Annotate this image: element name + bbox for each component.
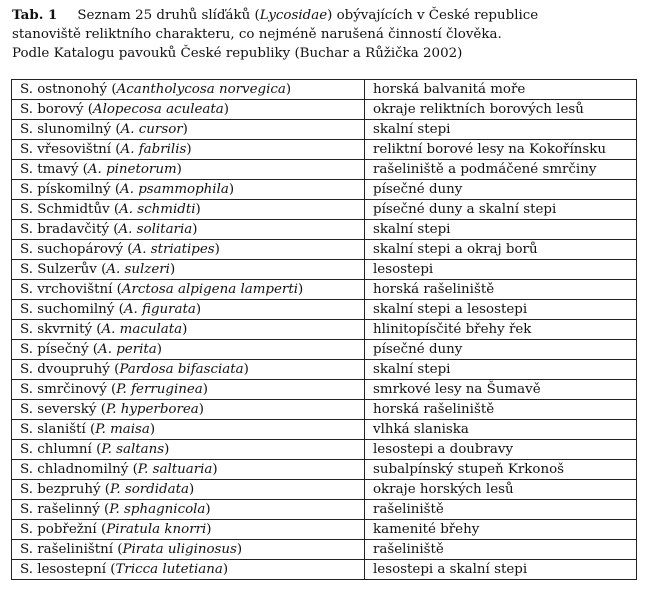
table-row xyxy=(12,540,637,560)
table-row xyxy=(12,440,637,460)
habitat-cell: horská rašeliniště xyxy=(365,280,637,300)
latin-name: Alopecosa aculeata xyxy=(92,102,224,117)
common-name: S. skvrnitý ( xyxy=(20,322,102,337)
species-name-cell xyxy=(12,360,365,380)
closing-paren: ) xyxy=(192,222,198,237)
closing-paren: ) xyxy=(212,462,218,477)
species-name-cell xyxy=(12,440,365,460)
latin-name: Acantholycosa norvegica xyxy=(116,82,286,97)
closing-paren: ) xyxy=(285,82,292,97)
common-name: S. chladnomilný ( xyxy=(20,462,138,477)
habitat-cell: skalní stepi xyxy=(365,360,637,380)
habitat-cell: lesostepi a doubravy xyxy=(365,440,637,460)
table-row xyxy=(12,460,637,480)
table-row xyxy=(12,400,637,420)
habitat-cell: skalní stepi a lesostepi xyxy=(365,300,637,320)
closing-paren: ) xyxy=(205,502,211,517)
common-name: S. borový ( xyxy=(20,102,93,117)
species-name-cell xyxy=(12,80,365,100)
table-row xyxy=(12,420,637,440)
latin-name: Pirata uliginosus xyxy=(122,542,237,557)
closing-paren: ) xyxy=(223,102,230,117)
latin-name: A. cursor xyxy=(120,122,183,137)
latin-name: A. figurata xyxy=(123,302,196,317)
closing-paren: ) xyxy=(169,262,176,277)
common-name: S. rašelinný ( xyxy=(20,502,110,517)
latin-name: A. sulzeri xyxy=(106,262,170,277)
species-name-cell xyxy=(12,340,365,360)
latin-name: P. sordidata xyxy=(110,482,189,497)
closing-paren: ) xyxy=(222,562,229,577)
table-row xyxy=(12,300,637,320)
closing-paren: ) xyxy=(228,182,235,197)
common-name: S. slaniští ( xyxy=(20,422,96,437)
habitat-cell: reliktní borové lesy na Kokořínsku xyxy=(365,140,637,160)
habitat-cell: kamenité břehy xyxy=(365,520,637,540)
species-name-cell xyxy=(12,300,365,320)
species-name-cell xyxy=(12,280,365,300)
common-name: S. dvoupruhý ( xyxy=(20,362,120,377)
species-name-cell xyxy=(12,320,365,340)
table-caption xyxy=(12,6,640,63)
species-name-cell xyxy=(12,240,365,260)
species-name-cell xyxy=(12,220,365,240)
common-name: S. slunomilný ( xyxy=(20,122,121,137)
common-name: S. severský ( xyxy=(20,402,106,417)
species-name-cell xyxy=(12,120,365,140)
common-name: S. vrchovištní ( xyxy=(20,282,122,297)
species-name-cell xyxy=(12,260,365,280)
habitat-cell: vlhká slaniska xyxy=(365,420,637,440)
table-row xyxy=(12,80,637,100)
latin-name: A. schmidti xyxy=(119,202,196,217)
species-name-cell xyxy=(12,180,365,200)
caption-line-2: stanoviště reliktního charakteru, co nejméně narušená činností člověka. xyxy=(12,27,502,42)
common-name: S. tmavý ( xyxy=(20,162,88,177)
habitat-cell: skalní stepi xyxy=(365,120,637,140)
latin-name: A. fabrilis xyxy=(120,142,187,157)
caption-line-1 xyxy=(12,6,640,25)
table-row xyxy=(12,340,637,360)
table-row xyxy=(12,160,637,180)
latin-name: P. hyperborea xyxy=(105,402,199,417)
latin-name: P. sphagnicola xyxy=(109,502,206,517)
caption-text-end: ) obývajících v České republice xyxy=(327,8,539,23)
species-name-cell xyxy=(12,520,365,540)
closing-paren: ) xyxy=(156,342,162,357)
closing-paren: ) xyxy=(202,382,209,397)
species-name-cell xyxy=(12,160,365,180)
habitat-cell: lesostepi a skalní stepi xyxy=(365,560,637,580)
habitat-cell: skalní stepi xyxy=(365,220,637,240)
closing-paren: ) xyxy=(214,242,220,257)
species-name-cell xyxy=(12,460,365,480)
habitat-cell: rašeliniště xyxy=(365,540,637,560)
table-row xyxy=(12,500,637,520)
habitat-cell: horská rašeliniště xyxy=(365,400,637,420)
species-name-cell xyxy=(12,400,365,420)
latin-name: Pardosa bifasciata xyxy=(119,362,244,377)
table-label: Tab. 1 xyxy=(12,7,58,23)
closing-paren: ) xyxy=(182,322,188,337)
closing-paren: ) xyxy=(176,162,182,177)
common-name: S. rašeliništní ( xyxy=(20,542,123,557)
closing-paren: ) xyxy=(182,122,188,137)
habitat-cell: písečné duny xyxy=(365,180,637,200)
closing-paren: ) xyxy=(164,442,170,457)
latin-name: Arctosa alpigena lamperti xyxy=(121,282,298,297)
common-name: S. pobřežní ( xyxy=(20,522,107,537)
closing-paren: ) xyxy=(243,362,249,377)
latin-name: A. solitaria xyxy=(118,222,193,237)
common-name: S. bradavčitý ( xyxy=(20,222,119,237)
closing-paren: ) xyxy=(195,202,201,217)
habitat-cell: smrkové lesy na Šumavě xyxy=(365,380,637,400)
common-name: S. písečný ( xyxy=(20,342,99,357)
habitat-cell: subalpínský stupeň Krkonoš xyxy=(365,460,637,480)
common-name: S. chlumní ( xyxy=(20,442,102,457)
closing-paren: ) xyxy=(236,542,243,557)
latin-name: A. psammophila xyxy=(120,182,229,197)
table-row xyxy=(12,380,637,400)
latin-name: A. pinetorum xyxy=(87,162,177,177)
habitat-cell: rašeliniště xyxy=(365,500,637,520)
caption-line-3: Podle Katalogu pavouků České republiky (Buchar a Růžička 2002) xyxy=(12,46,463,61)
closing-paren: ) xyxy=(198,402,205,417)
table-row xyxy=(12,260,637,280)
species-name-cell xyxy=(12,140,365,160)
table-row xyxy=(12,280,637,300)
common-name: S. ostnonohý ( xyxy=(20,82,117,97)
caption-family-name: Lycosidae xyxy=(259,8,328,23)
species-table xyxy=(11,79,637,580)
latin-name: P. saltuaria xyxy=(137,462,213,477)
table-row xyxy=(12,100,637,120)
closing-paren: ) xyxy=(149,422,156,437)
habitat-cell: písečné duny xyxy=(365,340,637,360)
latin-name: A. perita xyxy=(98,342,157,357)
table-row xyxy=(12,220,637,240)
species-name-cell xyxy=(12,420,365,440)
table-row xyxy=(12,520,637,540)
species-name-cell xyxy=(12,100,365,120)
closing-paren: ) xyxy=(188,482,195,497)
species-name-cell xyxy=(12,540,365,560)
table-row xyxy=(12,140,637,160)
table-row xyxy=(12,120,637,140)
species-name-cell xyxy=(12,380,365,400)
table-row xyxy=(12,200,637,220)
species-table-body xyxy=(12,80,637,580)
latin-name: Piratula knorri xyxy=(106,522,207,537)
species-name-cell xyxy=(12,480,365,500)
habitat-cell: skalní stepi a okraj borů xyxy=(365,240,637,260)
common-name: S. pískomilný ( xyxy=(20,182,121,197)
common-name: S. vřesovištní ( xyxy=(20,142,121,157)
habitat-cell: okraje horských lesů xyxy=(365,480,637,500)
latin-name: P. ferruginea xyxy=(116,382,203,397)
common-name: S. lesostepní ( xyxy=(20,562,116,577)
species-name-cell xyxy=(12,500,365,520)
closing-paren: ) xyxy=(195,302,202,317)
table-row xyxy=(12,240,637,260)
habitat-cell: rašeliniště a podmáčené smrčiny xyxy=(365,160,637,180)
habitat-cell: lesostepi xyxy=(365,260,637,280)
closing-paren: ) xyxy=(186,142,192,157)
common-name: S. suchomilný ( xyxy=(20,302,124,317)
species-name-cell xyxy=(12,200,365,220)
table-row xyxy=(12,560,637,580)
latin-name: A. striatipes xyxy=(132,242,215,257)
common-name: S. bezpruhý ( xyxy=(20,482,111,497)
latin-name: P. maisa xyxy=(95,422,150,437)
common-name: S. Sulzerův ( xyxy=(20,262,107,277)
habitat-cell: okraje reliktních borových lesů xyxy=(365,100,637,120)
common-name: S. suchopárový ( xyxy=(20,242,133,257)
latin-name: A. maculata xyxy=(101,322,183,337)
closing-paren: ) xyxy=(206,522,212,537)
table-row xyxy=(12,320,637,340)
species-name-cell xyxy=(12,560,365,580)
habitat-cell: hlinitopísčité břehy řek xyxy=(365,320,637,340)
common-name: S. smrčinový ( xyxy=(20,382,117,397)
latin-name: Tricca lutetiana xyxy=(115,562,223,577)
table-row xyxy=(12,480,637,500)
caption-text-start: Seznam 25 druhů slíďáků ( xyxy=(77,8,260,23)
closing-paren: ) xyxy=(298,282,304,297)
latin-name: P. saltans xyxy=(101,442,165,457)
habitat-cell: horská balvanitá moře xyxy=(365,80,637,100)
table-row xyxy=(12,360,637,380)
table-row xyxy=(12,180,637,200)
common-name: S. Schmidtův ( xyxy=(20,202,120,217)
habitat-cell: písečné duny a skalní stepi xyxy=(365,200,637,220)
